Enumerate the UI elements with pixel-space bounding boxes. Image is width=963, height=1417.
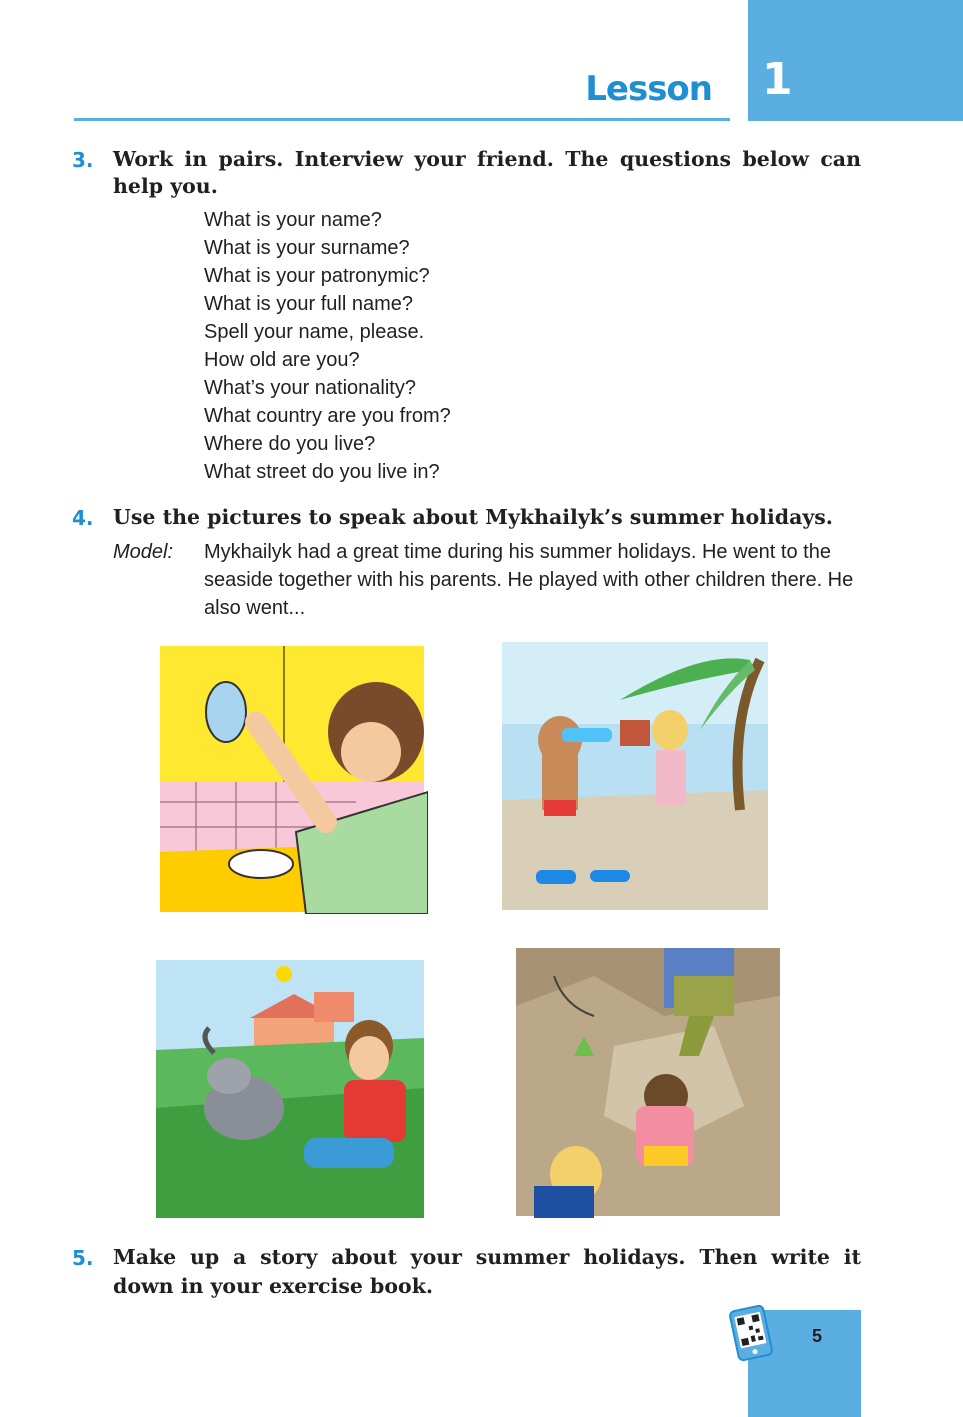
question-item: What is your patronymic? bbox=[204, 265, 430, 287]
exercise-4-number: 4. bbox=[72, 506, 94, 530]
question-item: What is your surname? bbox=[204, 237, 410, 259]
model-label: Model: bbox=[113, 541, 174, 563]
exercise-4-instruction: Use the pictures to speak about Mykhailyk’s summer holidays. bbox=[113, 505, 833, 529]
question-item: What street do you live in? bbox=[204, 461, 440, 483]
model-text: Mykhailyk had a great time during his summer holidays. He went to the seaside together with his parents. He played with other children there. He also went... bbox=[204, 541, 854, 619]
question-item: What is your name? bbox=[204, 209, 382, 231]
question-list bbox=[204, 206, 451, 486]
kitchen-cleaning-illustration bbox=[156, 642, 428, 914]
beach-water-play-illustration bbox=[500, 640, 770, 912]
question-item: How old are you? bbox=[204, 349, 360, 371]
question-item: What is your full name? bbox=[204, 293, 413, 315]
exercise-5-instruction: Make up a story about your summer holidays. Then write it down in your exercise book. bbox=[113, 1245, 861, 1298]
header-divider bbox=[74, 118, 730, 121]
exercise-3-instruction: Work in pairs. Interview your friend. The questions below can help you. bbox=[113, 147, 861, 198]
qr-phone-icon bbox=[728, 1304, 774, 1367]
exercise-3-number: 3. bbox=[72, 148, 94, 172]
question-item: What country are you from? bbox=[204, 405, 451, 427]
question-item: What’s your nationality? bbox=[204, 377, 416, 399]
page-number: 5 bbox=[812, 1326, 823, 1346]
lesson-title: Lesson bbox=[585, 69, 712, 109]
exercise-5-number: 5. bbox=[72, 1246, 94, 1270]
lesson-number: 1 bbox=[762, 54, 793, 105]
question-item: Spell your name, please. bbox=[204, 321, 425, 343]
countryside-goat-illustration bbox=[154, 958, 426, 1220]
question-item: Where do you live? bbox=[204, 433, 376, 455]
mountain-climbing-illustration bbox=[514, 946, 782, 1218]
